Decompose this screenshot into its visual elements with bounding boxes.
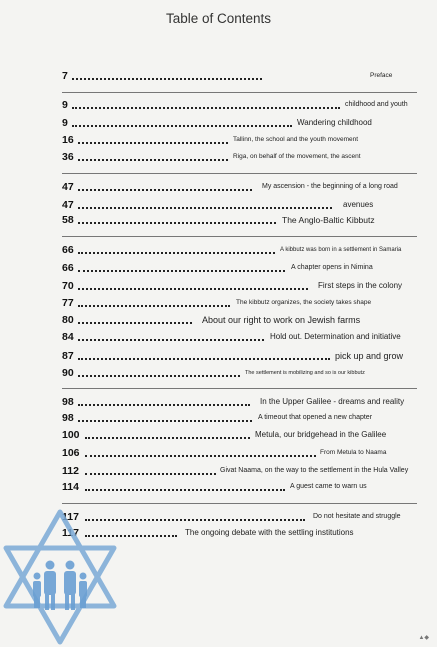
dot-leader <box>78 222 276 224</box>
toc-entry-page: 9 <box>62 99 68 111</box>
toc-entry-page: 36 <box>62 151 74 163</box>
toc-entry <box>0 243 437 257</box>
toc-entry <box>0 296 437 310</box>
toc-entry-page: 106 <box>62 447 80 459</box>
toc-entry-page: 117 <box>62 527 79 539</box>
toc-entry <box>0 446 437 460</box>
dot-leader <box>78 404 250 406</box>
toc-entry-title: Tallinn, the school and the youth movement <box>233 136 359 143</box>
toc-entry-page: 9 <box>62 117 68 129</box>
dot-leader <box>78 270 285 272</box>
dot-leader <box>72 125 292 127</box>
dot-leader <box>78 207 332 209</box>
toc-entry-page: 47 <box>62 181 74 193</box>
toc-entry-title: The kibbutz organizes, the society takes shape <box>236 299 372 306</box>
dot-leader <box>78 420 252 422</box>
section-divider <box>62 173 417 174</box>
dot-leader <box>78 159 228 161</box>
toc-entry <box>0 198 437 212</box>
toc-entry-page: 77 <box>62 297 74 309</box>
toc-entry-title: A kibbutz was born in a settlement in Samaria <box>280 247 402 253</box>
toc-entry <box>0 150 437 164</box>
dot-leader <box>78 375 240 377</box>
toc-entry <box>0 464 437 478</box>
toc-entry-title: First steps in the colony <box>318 281 403 290</box>
toc-entry-title: Givat Naama, on the way to the settlement in the Hula Valley <box>220 467 409 474</box>
toc-entry-page: 66 <box>62 244 74 256</box>
dot-leader <box>78 322 192 324</box>
toc-entry-title: Preface <box>370 72 393 79</box>
toc-entry-title: A timeout that opened a new chapter <box>258 414 373 421</box>
toc-entry-title: The Anglo-Baltic Kibbutz <box>282 215 375 225</box>
toc-entry-title: My ascension - the beginning of a long road <box>262 183 398 190</box>
dot-leader <box>78 142 228 144</box>
toc-entry-page: 66 <box>62 262 74 274</box>
dot-leader <box>72 78 262 80</box>
toc-entry-page: 84 <box>62 331 74 343</box>
toc-entry <box>0 116 437 130</box>
toc-entry-page: 87 <box>62 350 74 362</box>
toc-entry-page: 117 <box>62 511 79 523</box>
dot-leader <box>85 473 216 475</box>
toc-entry-title: A chapter opens in Nimina <box>291 264 373 271</box>
toc-entry-title: In the Upper Galilee - dreams and reality <box>260 397 405 406</box>
toc-entry-title: Wandering childhood <box>297 118 372 127</box>
toc-entry <box>0 180 437 194</box>
dot-leader <box>78 305 230 307</box>
toc-entry <box>0 411 437 425</box>
toc-entry <box>0 261 437 275</box>
toc-entry-title: childhood and youth <box>345 101 408 108</box>
toc-entry-title: pick up and grow <box>335 351 404 361</box>
toc-entry-title: The ongoing debate with the settling institutions <box>185 528 354 537</box>
toc-entry-page: 90 <box>62 367 74 379</box>
toc-entry <box>0 395 437 409</box>
section-divider <box>62 92 417 93</box>
dot-leader <box>85 455 316 457</box>
toc-entry-page: 80 <box>62 314 74 326</box>
toc-entry <box>0 213 437 227</box>
toc-entry <box>0 428 437 442</box>
toc-entry-title: About our right to work on Jewish farms <box>202 315 361 325</box>
dot-leader <box>85 437 250 439</box>
dot-leader <box>78 252 275 254</box>
toc-entry-title: avenues <box>343 200 374 209</box>
toc-entry-title: Metula, our bridgehead in the Galilee <box>255 430 387 439</box>
dot-leader <box>72 107 340 109</box>
toc-entry <box>0 313 437 327</box>
toc-entry-title: Do not hesitate and struggle <box>313 513 401 520</box>
section-divider <box>62 236 417 237</box>
toc-entry <box>0 69 437 83</box>
toc-entry-title: A guest came to warn us <box>290 483 367 490</box>
toc-entry-title: The settlement is mobilizing and so is our kibbutz <box>245 370 365 376</box>
toc-entry-page: 98 <box>62 412 74 424</box>
dot-leader <box>78 358 330 360</box>
toc-entry-title: Hold out. Determination and initiative <box>270 332 401 341</box>
toc-entry <box>0 133 437 147</box>
dot-leader <box>78 288 308 290</box>
toc-entry-page: 112 <box>62 465 79 477</box>
toc-entry-page: 70 <box>62 280 74 292</box>
toc-entry <box>0 366 437 380</box>
toc-entry-page: 58 <box>62 214 74 226</box>
toc-entry <box>0 330 437 344</box>
dot-leader <box>78 339 264 341</box>
toc-entry <box>0 279 437 293</box>
section-divider <box>62 503 417 504</box>
section-divider <box>62 388 417 389</box>
page-title: Table of Contents <box>165 11 272 26</box>
toc-entry-page: 100 <box>62 429 80 441</box>
toc-entry <box>0 349 437 363</box>
toc-entry <box>0 98 437 112</box>
corner-mark: ▲◆ <box>418 635 429 641</box>
toc-entry <box>0 480 437 494</box>
toc-entry-page: 16 <box>62 134 74 146</box>
dot-leader <box>78 189 252 191</box>
toc-entry-page: 47 <box>62 199 74 211</box>
toc-entry-page: 7 <box>62 70 68 82</box>
dot-leader <box>85 489 285 491</box>
star-of-david-family-logo <box>0 508 120 647</box>
toc-entry-page: 114 <box>62 481 79 493</box>
toc-entry-title: From Metula to Naama <box>320 449 387 456</box>
toc-entry-title: Riga, on behalf of the movement, the ascent <box>233 153 361 160</box>
toc-entry-page: 98 <box>62 396 74 408</box>
